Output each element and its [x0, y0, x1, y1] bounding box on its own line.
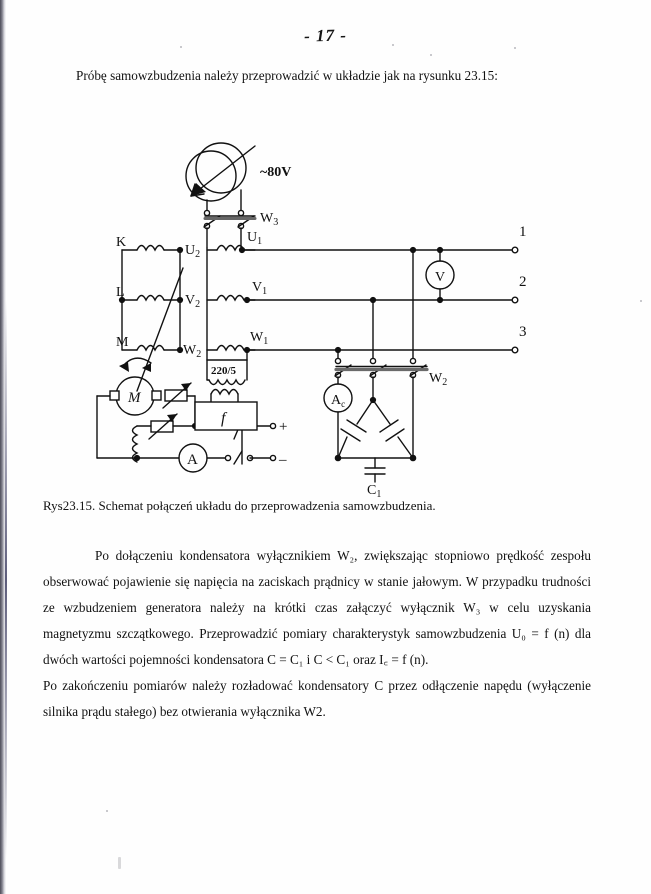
- label-switch-w2: $W_2$: [429, 371, 448, 388]
- label-stator-v2: $V_2$: [185, 293, 201, 310]
- frequency-meter: [195, 402, 257, 430]
- intro-paragraph: Próbę samowzbudzenia należy przeprowadzić w układzie jak na rysunku 23.15:: [76, 68, 498, 83]
- label-stator-w1: $W_1$: [250, 330, 269, 347]
- label-ct-ratio: 220/5: [211, 365, 237, 377]
- shaft-coupling-line: [137, 268, 183, 391]
- scan-edge-streak: [5, 300, 7, 860]
- switch-w2: [335, 358, 427, 377]
- capacitor-bank: [335, 377, 415, 482]
- label-stator-w2: $W_2$: [183, 343, 202, 360]
- label-stator-u1: $U_1$: [247, 230, 263, 247]
- label-field-l: L: [116, 285, 125, 300]
- label-ammeter-ac: $A_c$: [331, 393, 346, 409]
- body-paragraph-1: Po dołączeniu kondensatora wyłącznikiem W₂, zwiększając stopniowo prędkość zespołu obserwować pojawienie się napięcia na zaciskach prądnicy w stanie jałowym. W przypadku trudności ze wzbudzeniem generatora należy na krótki czas załączyć wyłącznik W₃ w celu uzyskania magnetyzmu szczątkowego. Przeprowadzić pomiary charakterystyk samowzbudzenia U₀ = f (n) dla dwóch wartości pojemności kondensatora C = C₁ i C < C₁ oraz I꜀ = f (n).: [43, 548, 591, 667]
- switch-w3: [204, 210, 255, 228]
- label-terminal-3: 3: [519, 324, 527, 340]
- label-capacitor: $C_1$: [367, 483, 382, 500]
- label-terminal-2: 2: [519, 274, 527, 290]
- label-field-m: M: [116, 335, 129, 350]
- circuit-diagram-figure: [95, 128, 555, 500]
- ct-secondary-coil: [211, 390, 238, 395]
- scan-speck: [118, 857, 121, 869]
- label-switch-w3: $W_3$: [260, 211, 279, 228]
- label-ammeter-dc: A: [187, 452, 198, 468]
- body-paragraph-2: Po zakończeniu pomiarów należy rozładować kondensatory C przez odłączenie napędu (wyłączenie silnika prądu stałego) bez otwierania wyłącznika W2.: [43, 678, 591, 719]
- label-voltmeter: V: [435, 270, 446, 285]
- label-frequency-meter: f: [221, 410, 226, 427]
- label-source-voltage: ~80V: [260, 165, 292, 180]
- label-dc-plus: +: [279, 419, 288, 435]
- scan-speck: [640, 300, 642, 302]
- label-terminal-1: 1: [519, 224, 527, 240]
- figure-caption: Rys23.15. Schemat połączeń układu do przeprowadzenia samowzbudzenia.: [43, 498, 436, 513]
- label-stator-v1: $V_1$: [252, 280, 268, 297]
- label-field-k: K: [116, 235, 127, 250]
- scan-speck: [514, 47, 516, 49]
- autotransformer-symbol: [186, 143, 255, 201]
- label-dc-minus: –: [279, 452, 287, 468]
- label-stator-u2: $U_2$: [185, 243, 201, 260]
- body-text: [43, 543, 591, 725]
- label-motor: M: [128, 390, 141, 406]
- page-number: - 17 -: [303, 25, 348, 46]
- scan-speck: [430, 54, 432, 56]
- scan-speck: [106, 810, 108, 812]
